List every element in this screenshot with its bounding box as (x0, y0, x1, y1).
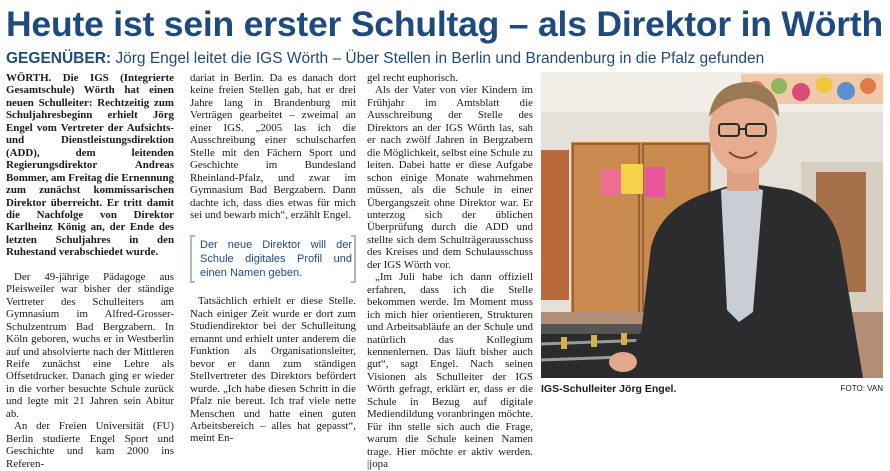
body-paragraph: Der 49-jährige Pädagoge aus Pleisweiler war bisher der ständige Vertreter des Schulleiters am Gymnasium im Alfred-Grosser-Schulzentrum Bad Bergzabern. In Köln geboren, wuchs er in Westberlin auf und absolvierte nach der Mittleren Reife zunächst eine Lehre als Offsetdrucker. Danach ging er wieder in die vorher besuchte Schule zurück und legte mit 21 Jahren sein Abitur ab. (6, 270, 174, 420)
subline-kicker: GEGENÜBER: (6, 50, 112, 67)
lead-paragraph: WÖRTH. Die IGS (Integrierte Gesamtschule) Wörth hat einen neuen Schulleiter: Rechtzeitig zum Schuljahresbeginn erhielt Jörg Engel vom Vertreter der Aufsichts- und Dienstleistungsdirektion (ADD), dem leitenden Regierungsdirektor Andreas Bommer, am Freitag die Ernennung zum zunächst kommissarischen Direktor überreicht. Er tritt damit die Nachfolge von Direktor Karlheinz König an, der Ende des letzten Schuljahres in den Ruhestand verabschiedet wurde. (6, 72, 174, 259)
pull-quote (190, 235, 356, 283)
body-paragraph: An der Freien Universität (FU) Berlin studierte Engel Sport und Geschichte und kam 2000 ins Referen- (6, 420, 174, 470)
article-column-2 (190, 72, 356, 445)
body-paragraph: „Im Juli habe ich dann offiziell erfahren, dass ich die Stelle bekommen werde. Im Moment muss ich mich hier orientieren, Strukturen und Arbeitsabläufe an der Schule und natürlich das Kollegium kennenlernen. Das läuft bisher auch gut“, sagt Engel. Nach seinen Visionen als Schulleiter der IGS Wörth gefragt, erklärt er, dass er die Schule in Bezug auf digitale Mediendildung voranbringen möchte. Für ihn stelle sich auch die Frage, warum die Schule keinen Namen trage. Hier möchte er aktiv werden. |jopa (367, 271, 533, 471)
quote-bracket-left (190, 235, 195, 283)
article-subline (6, 49, 884, 69)
body-paragraph: dariat in Berlin. Da es danach dort keine freien Stellen gab, hat er drei Jahre lang in Brandenburg mit Verträgen gearbeitet – zweimal an einer IGS. „2005 las ich die Ausschreibung einer schulscharfen Stelle mit den Fächern Sport und Geschichte im Bundesland Rheinland-Pfalz, und zwar im Gymnasium Bad Bergzabern. Dann dachte ich, dass dies etwas für mich sei und bewarb mich“, erzählt Engel. (190, 72, 356, 221)
pull-quote-text: Der neue Direktor will der Schule digitales Profil und einen Namen geben. (200, 239, 352, 280)
article-column-1 (6, 72, 174, 470)
article-headline: Heute ist sein erster Schultag – als Direktor in Wörth (6, 4, 883, 44)
article-column-3 (367, 72, 533, 471)
photo-illustration (541, 72, 883, 378)
subline-text: Jörg Engel leitet die IGS Wörth – Über Stellen in Berlin und Brandenburg in die Pfalz gefunden (111, 50, 765, 67)
caption-text: IGS-Schulleiter Jörg Engel. (541, 383, 677, 395)
body-paragraph: Als der Vater von vier Kindern im Frühjahr im Amtsblatt die Ausschreibung der Stelle des Direktors an der IGS Wörth las, sah er nach zwölf Jahren in Bergzabern die Möglichkeit, selbst eine Schule zu leiten. Dabei hatte er diese Aufgabe schon einige Monate wahrnehmen müssen, als die Schule in einer Übergangszeit ohne Direktor war. Er unterzog sich der üblichen Überprüfung durch die ADD und stellte sich dem Schulträgerausschuss des Kreises und dem Schulausschuss der IGS Wörth vor. (367, 84, 533, 271)
photo-credit: FOTO: VAN (840, 384, 883, 393)
photo-caption (541, 381, 883, 397)
body-paragraph: Tatsächlich erhielt er diese Stelle. Nach einiger Zeit wurde er dort zum Studiendirektor bei der Schulleitung ernannt und erhielt unter anderem die Funktion als Organisationsleiter, bevor er dann zum ständigen Stellvertreter des Direktors befördert wurde. „Ich habe diesen Schritt in die Pfalz nie bereut. Ich traf viele nette Menschen und hatte einen guten Arbeitsbereich – alles hat gepasst“, meint En- (190, 295, 356, 445)
article-photo (541, 72, 883, 378)
body-paragraph: gel recht euphorisch. (367, 72, 459, 84)
quote-bracket-right (351, 235, 356, 283)
